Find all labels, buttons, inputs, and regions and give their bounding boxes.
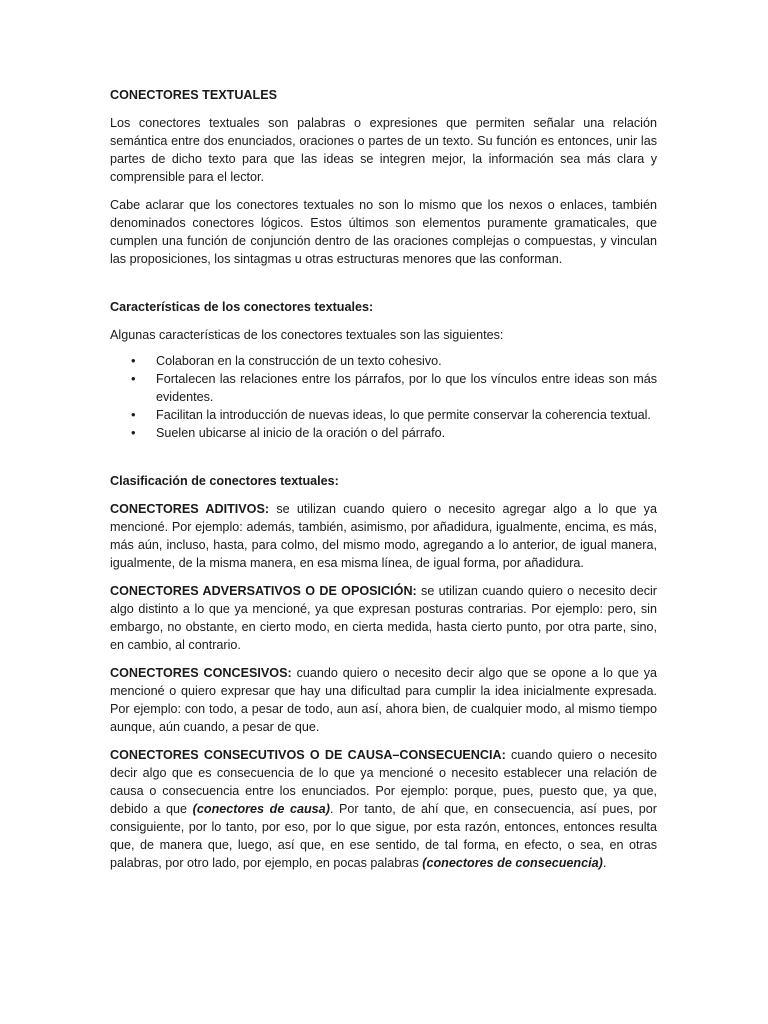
intro-paragraph-1: Los conectores textuales son palabras o expresiones que permiten señalar una relación semántica entre dos enunciados, oraciones o partes de un texto. Su función es entonces, unir las partes de dicho texto para que las ideas se integren mejor, la información sea más clara y comprensible para el lector. xyxy=(110,116,657,184)
list-item-text: Colaboran en la construcción de un texto cohesivo. xyxy=(156,354,442,368)
category-label: CONECTORES CONSECUTIVOS O DE CAUSA–CONSECUENCIA: xyxy=(110,748,506,762)
list-item-text: Fortalecen las relaciones entre los párrafos, por lo que los vínculos entre ideas son más evidentes. xyxy=(156,372,657,404)
list-item xyxy=(110,424,657,442)
bullet-icon: • xyxy=(131,371,136,386)
bullet-icon: • xyxy=(131,425,136,440)
classification-heading: Clasificación de conectores textuales: xyxy=(110,474,339,488)
category-aditivos xyxy=(110,500,657,572)
category-text-continued: . Por tanto, de ahí que, en consecuencia, así pues, por consiguiente, por lo tanto, por eso, por lo que sigue, por esta razón, entonces, entonces resulta que, de manera que, luego, así que, en ese sentido, de tal forma, en efecto, o sea, en otras palabras, por otro lado, por ejemplo, en pocas palabras xyxy=(110,802,657,870)
characteristics-intro: Algunas características de los conectores textuales son las siguientes: xyxy=(110,328,504,342)
category-text: se utilizan cuando quiero o necesito decir algo distinto a lo que ya mencioné, ya que expresan posturas contrarias. Por ejemplo: pero, sin embargo, no obstante, en cierto modo, en cierta medida, hasta cierto punto, por otra parte, sino, en cambio, al contrario. xyxy=(110,584,657,652)
category-text: cuando quiero o necesito decir algo que se opone a lo que ya mencioné o quiero expresar que hay una dificultad para cumplir la idea inicialmente expresada. Por ejemplo: con todo, a pesar de todo, aun así, ahora bien, de cualquier modo, al mismo tiempo aunque, aún cuando, a pesar de que. xyxy=(110,666,658,734)
bullet-icon: • xyxy=(131,407,136,422)
list-item-text: Facilitan la introducción de nuevas ideas, lo que permite conservar la coherencia textual. xyxy=(156,408,651,422)
category-adversativos xyxy=(110,582,657,654)
category-label: CONECTORES ADITIVOS: xyxy=(110,502,270,516)
category-text: se utilizan cuando quiero o necesito agregar algo a lo que ya mencioné. Por ejemplo: además, también, asimismo, por añadidura, igualmente, encima, es más, más aún, incluso, hasta, para colmo, del mismo modo, agregando a lo anterior, de igual manera, igualmente, de la misma manera, en esa misma línea, de igual forma, por añadidura. xyxy=(110,502,657,570)
bullet-icon: • xyxy=(131,353,136,368)
list-item xyxy=(110,406,657,424)
consecuencia-note: (conectores de consecuencia) xyxy=(422,856,603,870)
document-title: CONECTORES TEXTUALES xyxy=(110,88,278,102)
category-text-end: . xyxy=(602,856,607,870)
intro-paragraph-2: Cabe aclarar que los conectores textuales no son lo mismo que los nexos o enlaces, también denominados conectores lógicos. Estos últimos son elementos puramente gramaticales, que cumplen una función de conjunción dentro de las oraciones complejas o compuestas, y vinculan las proposiciones, los sintagmas u otras estructuras menores que las conforman. xyxy=(110,198,657,266)
document-page xyxy=(110,86,657,882)
category-label: CONECTORES ADVERSATIVOS O DE OPOSICIÓN: xyxy=(110,584,417,598)
category-concesivos xyxy=(110,664,657,736)
characteristics-heading: Características de los conectores textuales: xyxy=(110,300,374,314)
list-item xyxy=(110,352,657,370)
causa-note: (conectores de causa) xyxy=(192,802,330,816)
category-text: cuando quiero o necesito decir algo que es consecuencia de lo que ya mencioné o necesito establecer una relación de causa o consecuencia entre los enunciados. Por ejemplo: porque, pues, puesto que, ya que, debido a que xyxy=(110,748,657,816)
category-label: CONECTORES CONCESIVOS: xyxy=(110,666,292,680)
list-item-text: Suelen ubicarse al inicio de la oración o del párrafo. xyxy=(156,426,446,440)
list-item xyxy=(110,370,657,406)
characteristics-list xyxy=(110,352,657,442)
category-consecutivos xyxy=(110,746,657,872)
